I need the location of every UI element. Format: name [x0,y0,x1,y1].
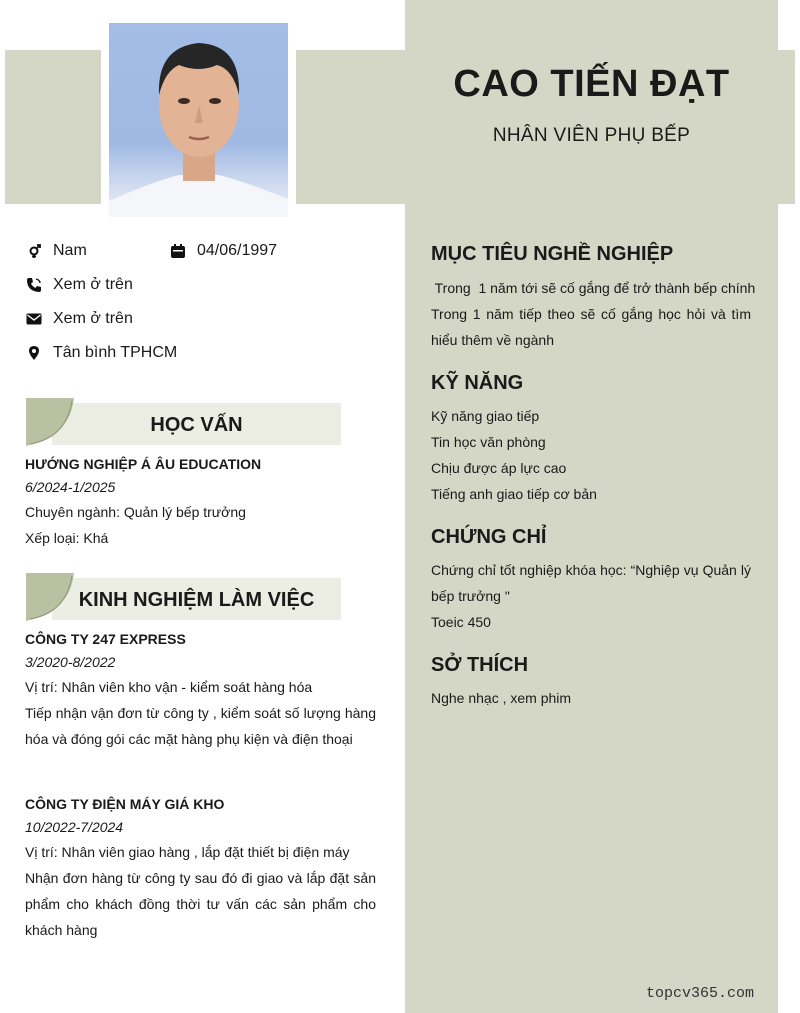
candidate-name: CAO TIẾN ĐẠT [453,63,730,105]
calendar-icon [170,243,186,259]
education-header [26,398,341,442]
gender-value: Nam [53,242,87,259]
job-1-description: Tiếp nhận vận đơn từ công ty , kiểm soát số lượng hàng hóa và đóng gói các mặt hàng phụ kiện và điện thoại [25,705,376,747]
phone-icon [26,277,42,293]
phone-row [26,276,133,294]
header-band-left [5,50,101,204]
envelope-icon [26,311,42,327]
experience-header [26,573,341,617]
map-pin-icon [26,345,42,361]
job-2-position: Vị trí: Nhân viên giao hàng , lắp đặt thiết bị điện máy [25,844,350,860]
address-row [26,344,177,362]
job-1-company: CÔNG TY 247 EXPRESS [25,631,186,647]
certificate-item: Toeic 450 [431,614,491,630]
education-grade: Xếp loại: Khá [25,530,109,546]
job-2-description: Nhận đơn hàng từ công ty sau đó đi giao và lắp đặt sản phẩm cho khách đồng thời tư vấn các sản phẩm cho khách hàng [25,870,376,938]
education-school: HƯỚNG NGHIỆP Á ÂU EDUCATION [25,456,262,472]
email-value[interactable]: Xem ở trên [53,310,133,327]
skill-item: Tiếng anh giao tiếp cơ bản [431,486,597,502]
education-major: Chuyên ngành: Quản lý bếp trưởng [25,504,246,520]
education-period: 6/2024-1/2025 [25,479,116,495]
skill-item: Kỹ năng giao tiếp [431,408,540,424]
objective-line-1: Trong 1 năm tới sẽ cố gắng để trở thành bếp chính [431,280,756,296]
hobbies-title: SỞ THÍCH [431,654,529,676]
skill-item: Tin học văn phòng [431,434,546,450]
objective-line-2: Trong 1 năm tiếp theo sẽ cố gắng học hỏi và tìm hiểu thêm về ngành [431,306,751,348]
birthday-row [170,242,277,260]
experience-title: KINH NGHIỆM LÀM VIỆC [78,589,315,611]
objective-title: MỤC TIÊU NGHỀ NGHIỆP [431,243,674,265]
job-1-position: Vị trí: Nhân viên kho vận - kiểm soát hàng hóa [25,679,313,695]
gender-icon [26,243,42,259]
job-2-period: 10/2022-7/2024 [25,819,124,835]
job-title: NHÂN VIÊN PHỤ BẾP [492,125,691,146]
address-value: Tân bình TPHCM [53,344,178,361]
certificate-item: Chứng chỉ tốt nghiệp khóa học: “Nghiệp vụ Quản lý bếp trưởng " [431,562,751,604]
skill-item: Chịu được áp lực cao [431,460,567,476]
certificates-title: CHỨNG CHỈ [431,526,547,548]
profile-photo [109,23,288,217]
birthday-value: 04/06/1997 [197,242,278,259]
skills-title: KỸ NĂNG [431,372,524,394]
watermark: topcv365.com [646,985,755,1002]
gender-row [26,242,87,260]
phone-value[interactable]: Xem ở trên [53,276,133,293]
job-2-company: CÔNG TY ĐIỆN MÁY GIÁ KHO [25,796,225,812]
education-title: HỌC VẤN [150,414,243,436]
email-row [26,310,133,328]
hobbies-text: Nghe nhạc , xem phim [431,690,572,706]
job-1-period: 3/2020-8/2022 [25,654,116,670]
